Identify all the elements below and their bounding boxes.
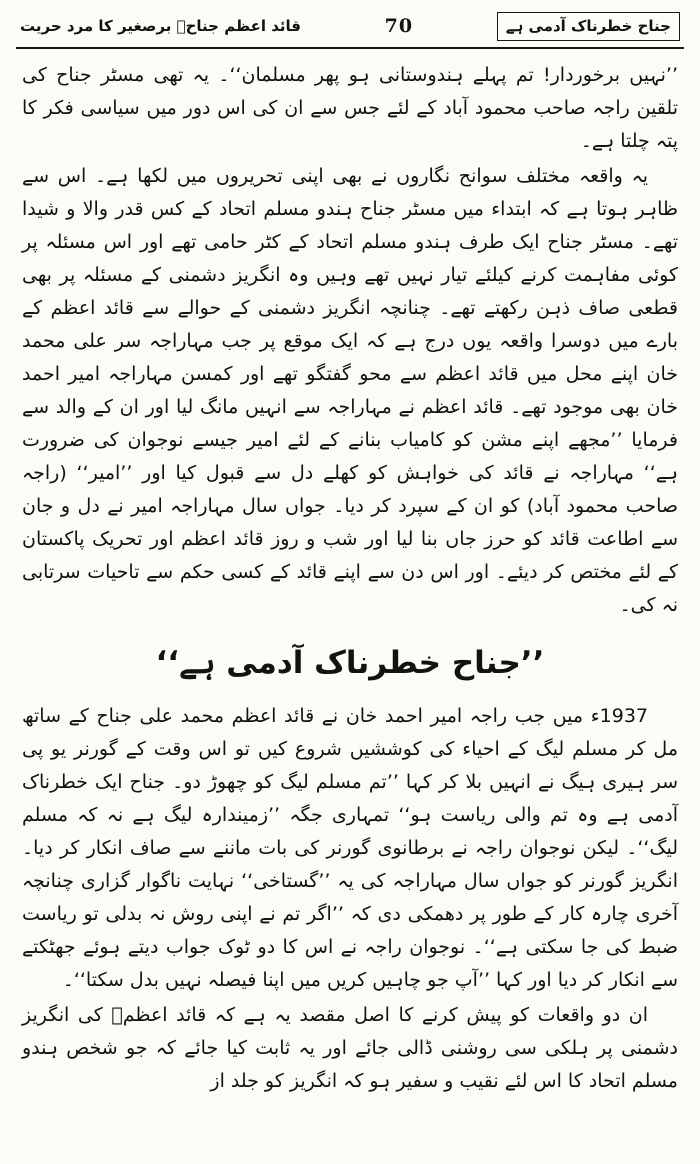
section-heading: ’’جناح خطرناک آدمی ہے‘‘: [155, 644, 545, 681]
page-header: [16, 10, 684, 49]
header-chapter-title: جناح خطرناک آدمی ہے: [497, 12, 680, 41]
paragraph-1937-incident: 1937ء میں جب راجہ امیر احمد خان نے قائد اعظم محمد علی جناح کے ساتھ مل کر مسلم لیگ کے احیاء کی کوششیں شروع کیں تو اس وقت کے گورنر یو پی سر ہیری ہیگ نے انہیں بلا کر کہا ’’تم مسلم لیگ کو چھوڑ دو۔ جناح ایک خطرناک آدمی ہے وہ تم والی ریاست ہو‘‘ تمہاری جگہ ’’زمیندارہ لیگ ہے نہ کہ مسلم لیگ‘‘۔ لیکن نوجوان راجہ نے برطانوی گورنر کی بات ماننے سے صاف انکار کر دیا۔ انگریز گورنر کو جواں سال مہاراجہ کی یہ ’’گستاخی‘‘ نہایت ناگوار گزاری چنانچہ آخری چارہ کار کے طور پر دھمکی دی کہ ’’اگر تم نے اپنی روش نہ بدلی تو ریاست ضبط کی جا سکتی ہے‘‘۔ نوجوان راجہ نے اس کا دو ٹوک جواب دیتے ہوئے جھٹکتے سے انکار کر دیا اور کہا ’’آپ جو چاہیں کریں میں اپنا فیصلہ نہیں بدل سکتا‘‘۔: [22, 705, 678, 991]
page-body: [16, 59, 684, 1099]
page-number: 70: [384, 15, 414, 38]
paragraph-conclusion: ان دو واقعات کو پیش کرنے کا اصل مقصد یہ ہے کہ قائد اعظمؒ کی انگریز دشمنی پر ہلکی سی روشنی ڈالی جائے اور یہ ثابت کیا جائے کہ جو شخص ہندو مسلم اتحاد کا اس لئے نقیب و سفیر ہو کہ انگریز کو جلد از: [22, 1004, 678, 1092]
paragraph-intro: ’’نہیں برخوردار! تم پہلے ہندوستانی ہو پھر مسلمان‘‘۔ یہ تھی مسٹر جناح کی تلقین راجہ صاحب محمود آباد کے لئے جس سے ان کی اس دور میں سیاسی فکر کا پتہ چلتا ہے۔: [22, 63, 678, 152]
header-book-title: قائد اعظم جناحؒ برصغیر کا مرد حریت: [20, 17, 301, 36]
paragraph-biography-incident: یہ واقعہ مختلف سوانح نگاروں نے بھی اپنی تحریروں میں لکھا ہے۔ اس سے ظاہر ہوتا ہے کہ ابتداء میں مسٹر جناح ہندو مسلم اتحاد کے کس قدر والا و شیدا تھے۔ مسٹر جناح ایک طرف ہندو مسلم اتحاد کے کٹر حامی تھے اور اس مسئلہ پر کوئی مفاہمت کرنے کیلئے تیار نہیں تھے وہیں وہ انگریز دشمنی کے مسئلہ پر بھی قطعی صاف ذہن رکھتے تھے۔ چنانچہ انگریز دشمنی کے حوالے سے قائد اعظم کے بارے میں دوسرا واقعہ یوں درج ہے کہ ایک موقع پر جب مہاراجہ سر علی محمد خان اپنے محل میں قائد اعظم سے محو گفتگو تھے اور کمسن مہاراجہ امیر احمد خان بھی موجود تھے۔ قائد اعظم نے مہاراجہ سے انہیں مانگ لیا اور ان کے والد سے فرمایا ’’مجھے اپنے مشن کو کامیاب بنانے کے لئے امیر جیسے نوجوان کی ضرورت ہے‘‘ مہاراجہ نے قائد کی خواہش کو کھلے دل سے قبول کیا اور ’’امیر‘‘ (راجہ صاحب محمود آباد) کو ان کے سپرد کر دیا۔ جواں سال مہاراجہ امیر نے دل و جان سے اطاعت قائد کو حرز جاں بنا لیا اور شب و روز قائد اعظم اور تحریک پاکستان کے لئے مختص کر دیئے۔ اور اس دن سے اپنے قائد کے کسی حکم سے تاحیات سرتابی نہ کی۔: [22, 164, 678, 616]
